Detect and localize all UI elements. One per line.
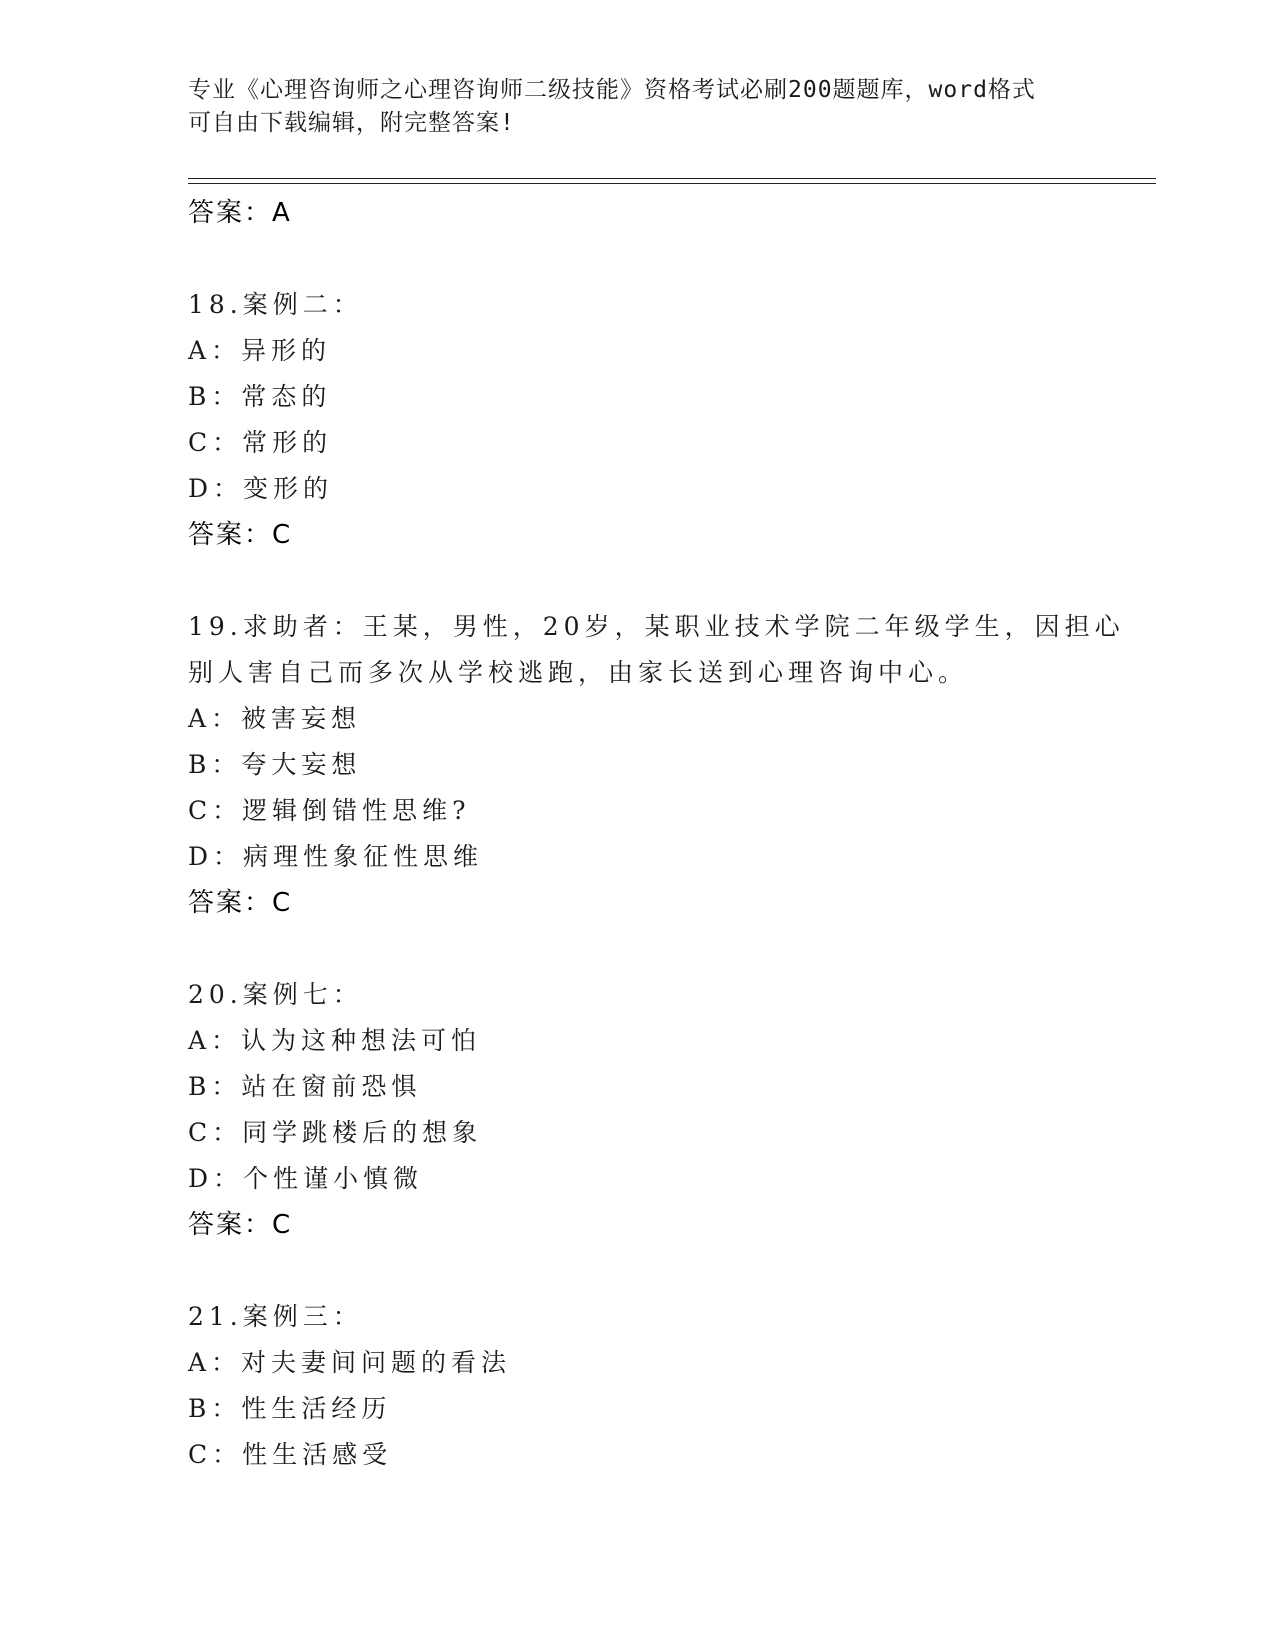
spacer <box>188 926 1088 972</box>
question-stem-line-2: 别人害自己而多次从学校逃跑，由家长送到心理咨询中心。 <box>188 658 969 687</box>
spacer <box>188 558 1088 604</box>
option-a: A：被害妄想 <box>188 704 362 733</box>
spacer <box>188 1248 1088 1294</box>
header-title-line-2: 可自由下载编辑，附完整答案! <box>188 110 515 136</box>
question-stem-line-1: 19.求助者：王某，男性，20岁，某职业技术学院二年级学生，因担心 <box>188 612 1125 641</box>
question-21 <box>188 1294 1088 1478</box>
option-b: B：夸大妄想 <box>188 750 362 779</box>
option-a: A：对夫妻间问题的看法 <box>188 1348 512 1377</box>
header-divider-top <box>188 178 1156 179</box>
answer-line: 答案：C <box>188 520 293 550</box>
option-a: A：异形的 <box>188 336 332 365</box>
option-d: D：病理性象征性思维 <box>188 842 484 871</box>
answer-line: 答案：C <box>188 1210 293 1240</box>
option-d: D：个性谨小慎微 <box>188 1164 424 1193</box>
spacer <box>188 236 1088 282</box>
option-b: B：站在窗前恐惧 <box>188 1072 422 1101</box>
option-c: C：性生活感受 <box>188 1440 393 1469</box>
question-stem: 18.案例二： <box>188 290 363 319</box>
option-c: C：同学跳楼后的想象 <box>188 1118 483 1147</box>
header-divider-bottom <box>188 183 1156 184</box>
option-b: B：性生活经历 <box>188 1394 392 1423</box>
question-19 <box>188 604 1125 926</box>
answer-line: 答案：A <box>188 198 292 228</box>
document-header <box>188 74 1088 140</box>
option-c: C：逻辑倒错性思维? <box>188 796 471 825</box>
answer-line: 答案：C <box>188 888 293 918</box>
question-18 <box>188 282 1088 558</box>
option-c: C：常形的 <box>188 428 333 457</box>
question-20 <box>188 972 1088 1248</box>
option-b: B：常态的 <box>188 382 332 411</box>
question-stem: 21.案例三： <box>188 1302 363 1331</box>
option-a: A：认为这种想法可怕 <box>188 1026 482 1055</box>
question-stem: 20.案例七： <box>188 980 363 1009</box>
question-list <box>188 190 1125 1478</box>
option-d: D：变形的 <box>188 474 334 503</box>
header-title-line-1: 专业《心理咨询师之心理咨询师二级技能》资格考试必刷200题题库，word格式 <box>188 77 1036 103</box>
